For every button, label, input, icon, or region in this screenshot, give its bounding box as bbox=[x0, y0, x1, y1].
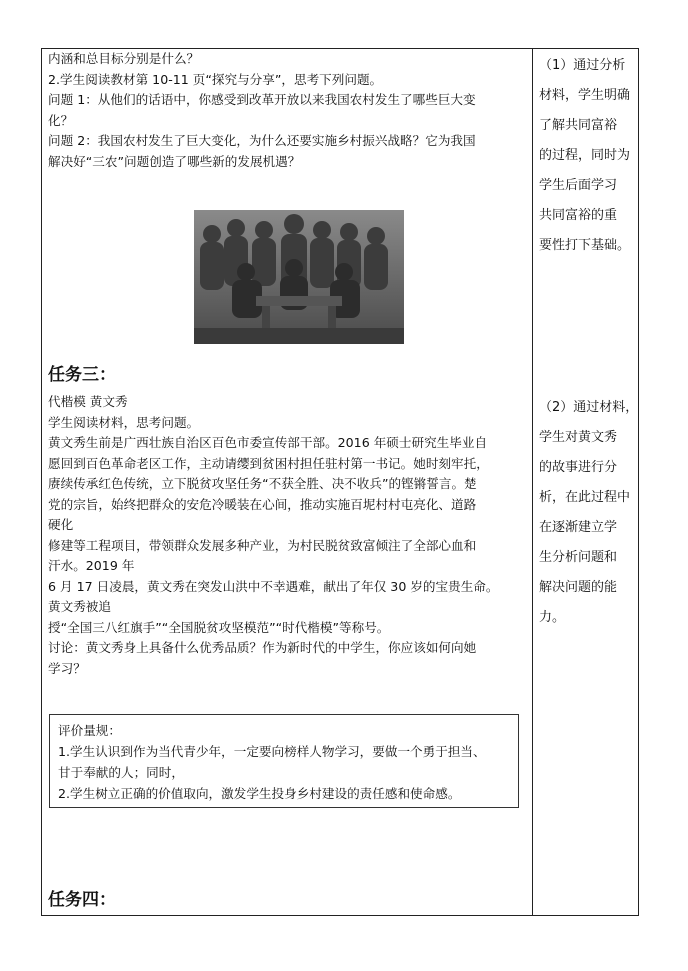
text-line: 材料，学生明确 bbox=[539, 88, 631, 103]
text-line: 学生阅读材料，思考问题。 bbox=[48, 414, 200, 430]
text-line: 修建等工程项目，带领群众发展多种产业，为村民脱贫致富倾注了全部心血和 bbox=[48, 537, 477, 553]
text-line: 学习？ bbox=[48, 660, 86, 676]
task3-material bbox=[48, 392, 526, 679]
intro-questions bbox=[48, 49, 526, 172]
evaluation-rubric-box bbox=[49, 714, 519, 808]
text-line: 2.学生阅读教材第 10-11 页“探究与分享”，思考下列问题。 bbox=[48, 71, 383, 87]
text-line: 要性打下基础。 bbox=[539, 238, 631, 253]
text-line: 解决问题的能 bbox=[539, 580, 618, 595]
design-intent-note-1 bbox=[539, 51, 635, 261]
text-line: 在逐渐建立学 bbox=[539, 520, 618, 535]
lesson-plan-table bbox=[41, 48, 639, 916]
text-line: 学生对黄文秀 bbox=[539, 430, 618, 445]
text-line: 的故事进行分 bbox=[539, 460, 618, 475]
text-line: 代楷模 黄文秀 bbox=[48, 394, 128, 409]
column-divider bbox=[532, 49, 533, 915]
text-line: 共同富裕的重 bbox=[539, 208, 618, 223]
text-line: 2.学生树立正确的价值取向，激发学生投身乡村建设的责任感和使命感。 bbox=[58, 786, 461, 801]
text-line: （2）通过材料， bbox=[539, 400, 639, 415]
task4-title: 任务四： bbox=[48, 890, 116, 910]
text-line: 党的宗旨，始终把群众的安危冷暖装在心间，推动实施百坭村村屯亮化、道路 bbox=[48, 496, 477, 512]
text-line: 硬化 bbox=[48, 517, 74, 532]
sculpture-photo bbox=[194, 210, 404, 344]
text-line: 力。 bbox=[539, 610, 566, 625]
text-line: 1.学生认识到作为当代青少年，一定要向榜样人物学习，要做一个勇于担当、 bbox=[58, 744, 486, 759]
text-line: 授“全国三八红旗手”“全国脱贫攻坚模范”“时代楷模”等称号。 bbox=[48, 619, 390, 635]
task3-title: 任务三： bbox=[48, 365, 116, 385]
text-line: 析，在此过程中 bbox=[539, 490, 631, 505]
text-line: 解决好“三农”问题创造了哪些新的发展机遇？ bbox=[48, 153, 301, 169]
text-line: 愿回到百色革命老区工作，主动请缨到贫困村担任驻村第一书记。她时刻牢托， bbox=[48, 455, 489, 471]
rubric-title: 评价量规： bbox=[58, 723, 121, 738]
text-line: （1）通过分析 bbox=[539, 58, 626, 73]
text-line: 问题 1：从他们的话语中，你感受到改革开放以来我国农村发生了哪些巨大变 bbox=[48, 92, 476, 107]
text-line: 了解共同富裕 bbox=[539, 118, 618, 133]
text-line: 黄文秀被追 bbox=[48, 599, 111, 614]
design-intent-note-2 bbox=[539, 393, 639, 633]
text-line: 6 月 17 日凌晨，黄文秀在突发山洪中不幸遇难，献出了年仅 30 岁的宝贵生命。 bbox=[48, 578, 499, 594]
text-line: 内涵和总目标分别是什么？ bbox=[48, 51, 200, 66]
text-line: 化？ bbox=[48, 112, 74, 128]
text-line: 黄文秀生前是广西壮族自治区百色市委宣传部干部。2016 年硕士研究生毕业自 bbox=[48, 435, 488, 450]
text-line: 赓续传承红色传统，立下脱贫攻坚任务“不获全胜、决不收兵”的铿锵誓言。楚 bbox=[48, 476, 477, 491]
text-line: 讨论：黄文秀身上具备什么优秀品质？作为新时代的中学生，你应该如何向她 bbox=[48, 640, 477, 655]
text-line: 问题 2：我国农村发生了巨大变化，为什么还要实施乡村振兴战略？它为我国 bbox=[48, 133, 476, 148]
text-line: 汗水。2019 年 bbox=[48, 558, 135, 573]
text-line: 生分析问题和 bbox=[539, 550, 618, 565]
text-line: 的过程，同时为 bbox=[539, 148, 631, 163]
text-line: 学生后面学习 bbox=[539, 178, 618, 193]
text-line: 甘于奉献的人；同时， bbox=[58, 765, 184, 780]
